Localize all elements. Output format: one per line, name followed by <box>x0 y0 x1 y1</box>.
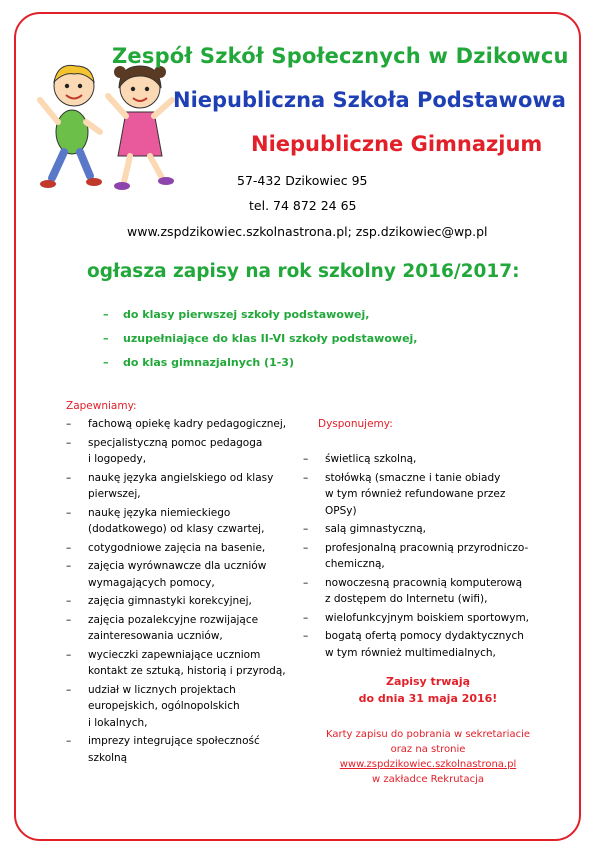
list-item-line: wymagających pomocy, <box>88 576 215 589</box>
bullet-dash: – <box>66 648 72 661</box>
bullet-dash: – <box>66 683 72 696</box>
list-item-line: z dostępem do Internetu (wifi), <box>325 593 488 605</box>
forms-line2: oraz na stronie <box>390 744 466 755</box>
list-item-line: cotygodniowe zajęcia na basenie, <box>88 541 266 554</box>
list-item <box>66 470 296 503</box>
bullet-dash: – <box>303 541 309 554</box>
facilities-list <box>303 451 553 663</box>
list-item <box>303 628 553 661</box>
list-item <box>66 416 296 433</box>
list-item-line: zainteresowania uczniów, <box>88 630 223 642</box>
list-item-line: nowoczesną pracownią komputerową <box>325 576 523 589</box>
list-item-line: i lokalnych, <box>88 716 148 729</box>
bullet-dash: – <box>303 471 309 484</box>
list-item-line: salą gimnastyczną, <box>325 523 427 535</box>
list-item <box>66 505 296 538</box>
girl-figure <box>108 66 174 190</box>
list-item <box>303 470 553 520</box>
list-item <box>66 612 296 645</box>
list-item-line: wielofunkcyjnym boiskiem sportowym, <box>325 611 530 624</box>
primary-school-heading: Niepubliczna Szkoła Podstawowa <box>173 88 566 112</box>
list-item <box>303 610 553 627</box>
list-item-line: zajęcia gimnastyki korekcyjnej, <box>88 595 252 607</box>
bullet-dash: – <box>66 471 72 484</box>
deadline-line1: Zapisy trwają <box>385 675 471 688</box>
website-email: www.zspdzikowiec.szkolnastrona.pl; zsp.dzikowiec@wp.pl <box>127 224 488 239</box>
list-item <box>303 451 553 468</box>
bullet-dash: – <box>66 595 72 607</box>
list-item <box>303 540 553 573</box>
list-item <box>66 682 296 732</box>
list-item-line: udział w licznych projektach <box>88 683 236 696</box>
gymnasium-heading: Niepubliczne Gimnazjum <box>251 132 543 156</box>
offer-item: – uzupełniające do klas II-VI szkoły podstawowej, <box>103 332 418 345</box>
children-illustration <box>22 60 192 200</box>
list-item <box>66 435 296 468</box>
list-item-line: zajęcia pozalekcyjne rozwijające <box>88 613 259 626</box>
forms-line3: w zakładce Rekrutacja <box>371 774 485 785</box>
list-item-line: kontakt ze sztuką, historią i przyrodą, <box>88 665 286 677</box>
list-item-line: i logopedy, <box>88 453 147 465</box>
deadline-line2: do dnia 31 maja 2016! <box>358 692 498 705</box>
list-item <box>66 733 296 766</box>
list-item-line: OPSy) <box>325 504 357 517</box>
bullet-dash: – <box>303 523 309 535</box>
list-item-line: profesjonalną pracownią przyrodniczo- <box>325 541 529 554</box>
list-item-line: chemiczną, <box>325 558 385 570</box>
bullet-dash: – <box>303 576 309 589</box>
boy-figure <box>40 65 102 188</box>
bullet-dash: – <box>66 560 72 572</box>
bullet-dash: – <box>66 436 72 449</box>
list-item-line: imprezy integrujące społeczność <box>88 735 260 747</box>
list-item <box>303 575 553 608</box>
list-item-line: (dodatkowego) od klasy czwartej, <box>88 523 265 535</box>
bullet-dash: – <box>66 735 72 747</box>
bullet-dash: – <box>66 541 72 554</box>
offer-item: – do klas gimnazjalnych (1-3) <box>103 356 294 369</box>
announcement-heading: ogłasza zapisy na rok szkolny 2016/2017: <box>87 261 520 282</box>
facilities-title: Dysponujemy: <box>318 418 393 430</box>
list-item-line: zajęcia wyrównawcze dla uczniów <box>88 560 267 572</box>
list-item <box>66 593 296 610</box>
list-item <box>66 647 296 680</box>
list-item <box>66 558 296 591</box>
bullet-dash: – <box>303 630 309 642</box>
list-item-line: świetlicą szkolną, <box>325 453 417 465</box>
guarantee-title: Zapewniamy: <box>66 400 137 412</box>
list-item-line: stołówką (smaczne i tanie obiady <box>325 471 501 484</box>
offer-item: – do klasy pierwszej szkoły podstawowej, <box>103 308 370 321</box>
list-item-line: w tym również refundowane przez <box>325 488 506 500</box>
guarantee-list <box>66 416 296 768</box>
list-item <box>66 540 296 557</box>
bullet-dash: – <box>66 613 72 626</box>
list-item-line: fachową opiekę kadry pedagogicznej, <box>88 418 287 430</box>
school-name-heading: Zespół Szkół Społecznych w Dzikowcu <box>112 44 569 68</box>
list-item-line: w tym również multimedialnych, <box>325 646 496 659</box>
list-item <box>303 521 553 538</box>
bullet-dash: – <box>66 506 72 519</box>
list-item-line: naukę języka angielskiego od klasy <box>88 471 274 484</box>
phone: tel. 74 872 24 65 <box>249 198 357 213</box>
list-item-line: wycieczki zapewniające uczniom <box>88 648 261 661</box>
list-item-line: specjalistyczną pomoc pedagoga <box>88 436 263 449</box>
list-item-line: bogatą ofertą pomocy dydaktycznych <box>325 630 524 642</box>
list-item-line: szkolną <box>88 751 128 764</box>
bullet-dash: – <box>66 418 72 430</box>
list-item-line: naukę języka niemieckiego <box>88 506 231 519</box>
bullet-dash: – <box>303 453 309 465</box>
list-item-line: pierwszej, <box>88 488 141 500</box>
bullet-dash: – <box>303 611 309 624</box>
forms-line1: Karty zapisu do pobrania w sekretariacie <box>325 729 531 740</box>
address: 57-432 Dzikowiec 95 <box>237 173 368 188</box>
list-item-line: europejskich, ogólnopolskich <box>88 700 240 712</box>
forms-website-link[interactable]: www.zspdzikowiec.szkolnastrona.pl <box>339 759 517 770</box>
